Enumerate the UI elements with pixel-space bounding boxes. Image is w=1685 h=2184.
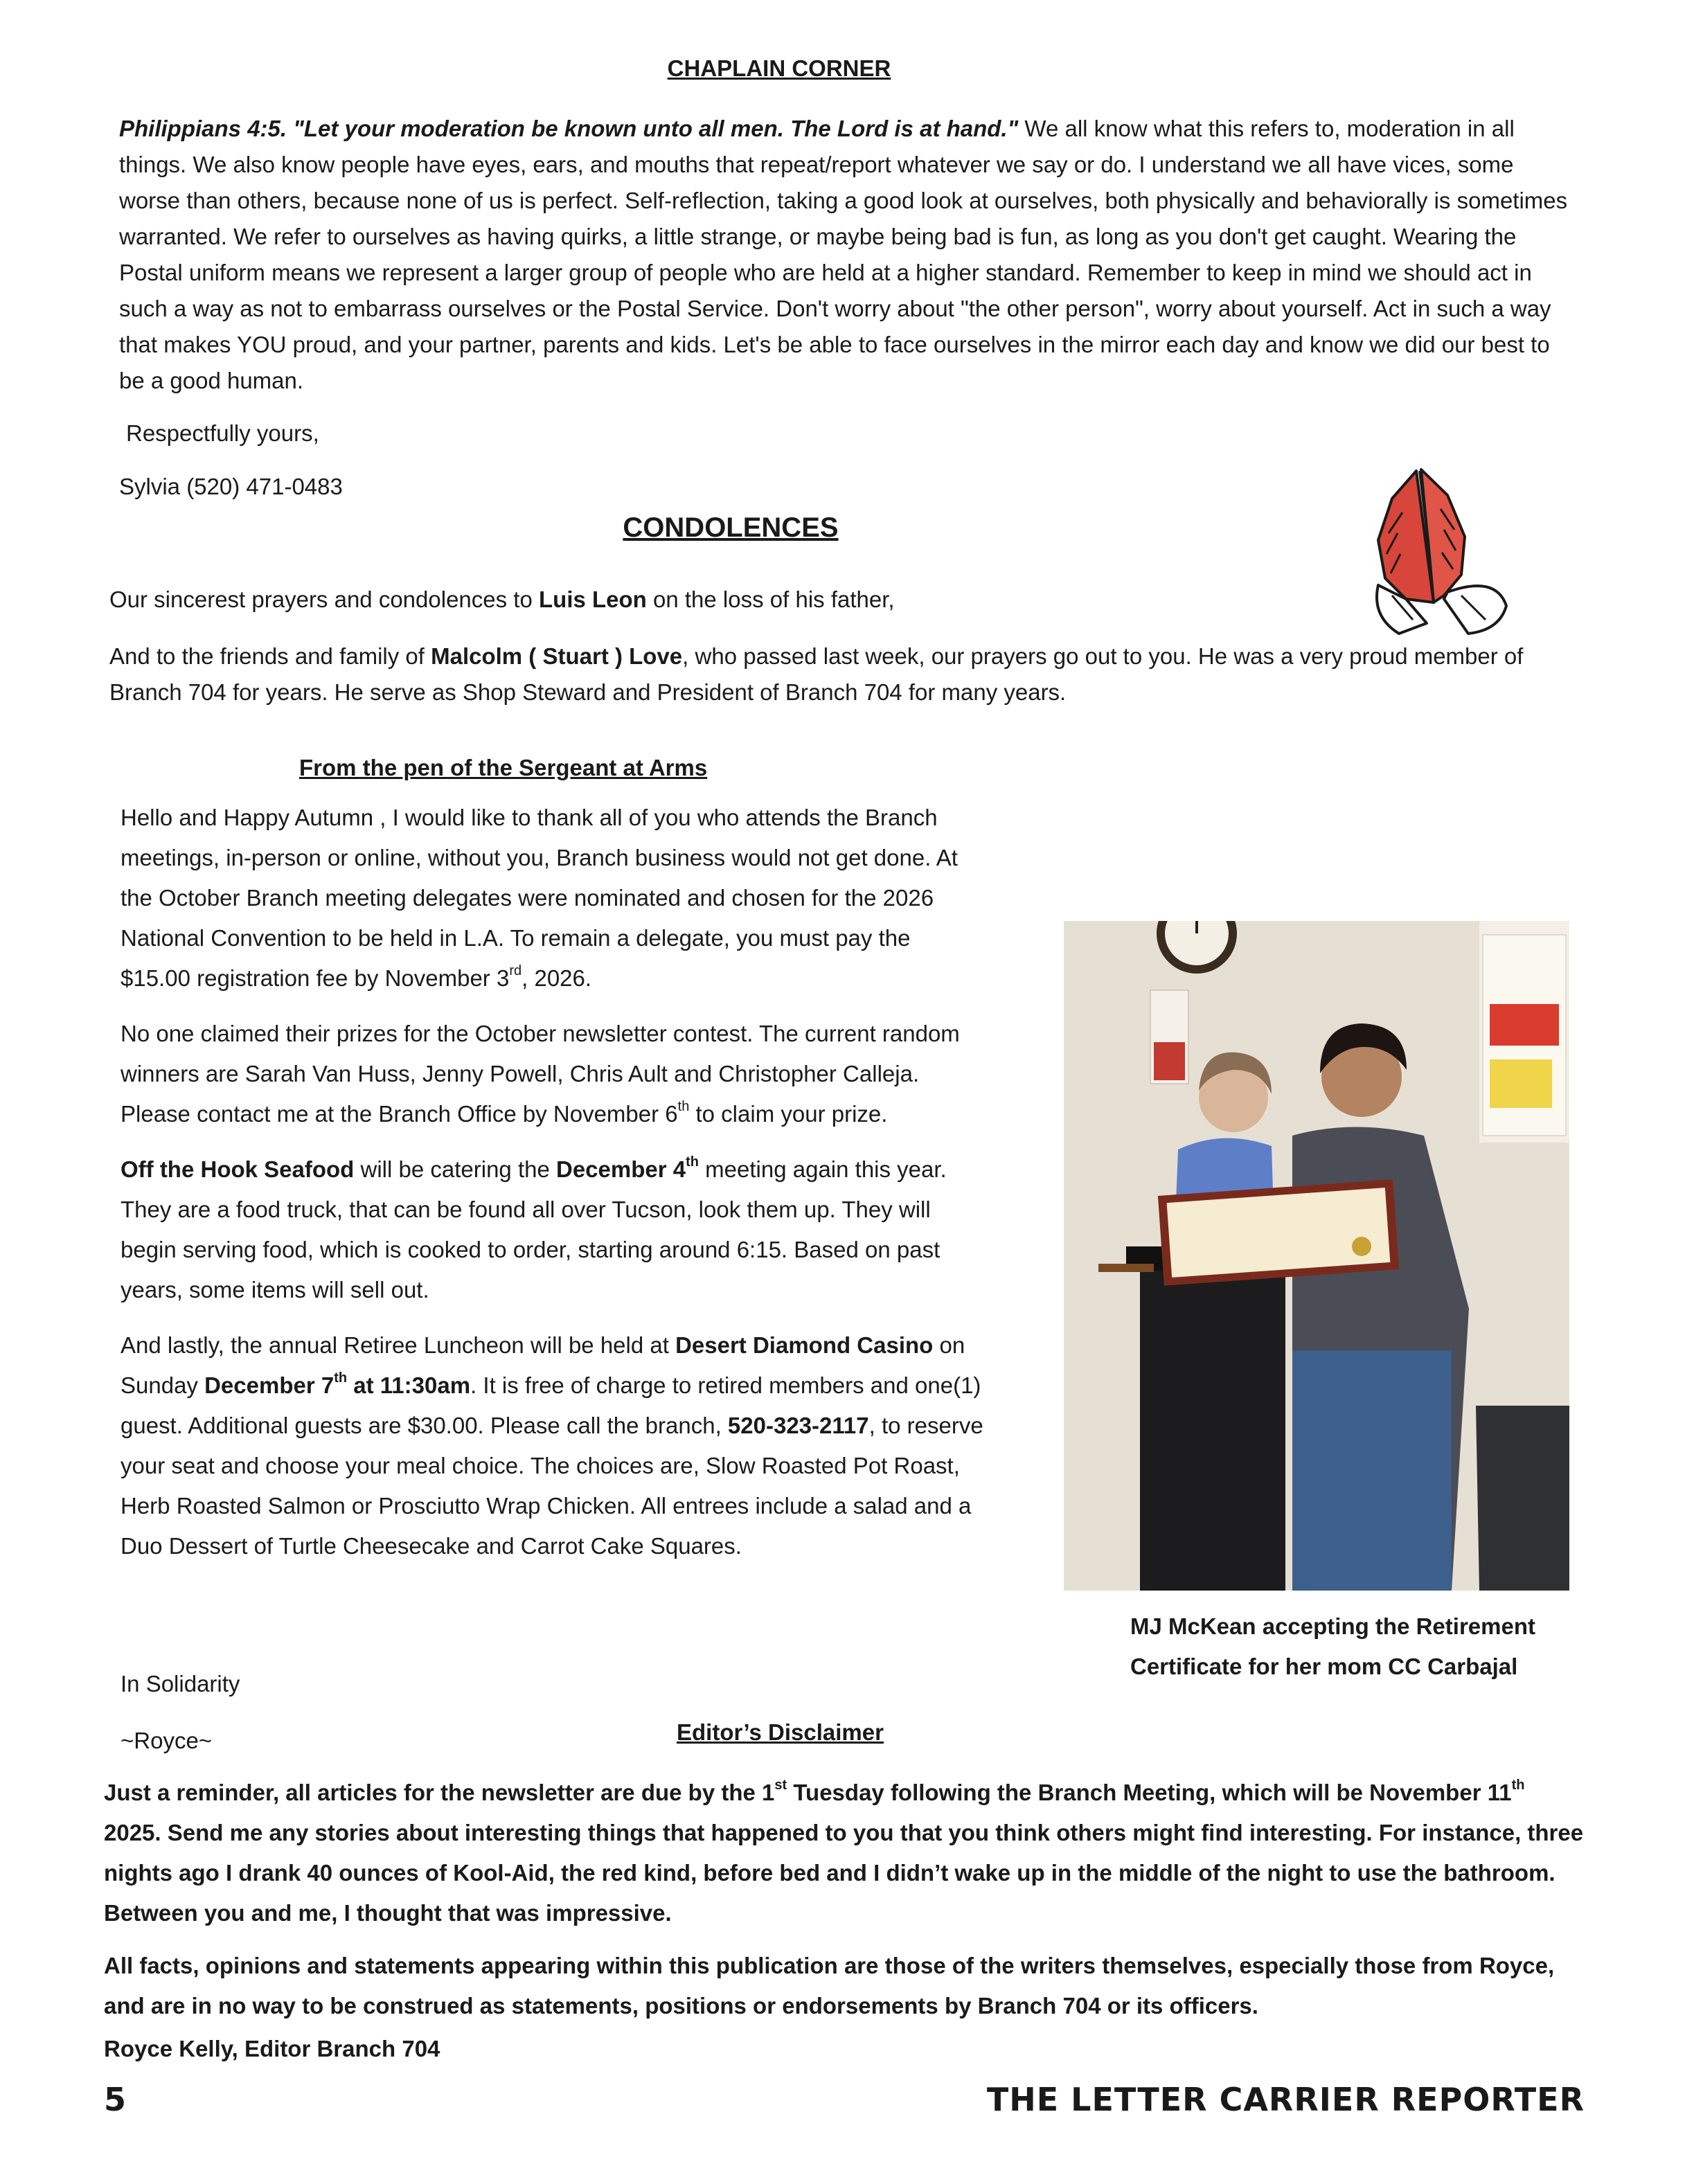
sergeant-paragraph-1: Hello and Happy Autumn , I would like to thank all of you who attends the Branch meetings, in-person or online, without you, Branch business would not get done. At the October Branch meeting delegates were nominated and chosen for the 2026 National Convention to be held in L.A. To remain a delegate, you must pay the $15.00 registration fee by November 3rd, 2026. [121,805,958,991]
condolence-name-malcolm: Malcolm ( Stuart ) Love [431,643,683,669]
sergeant-paragraph-2: No one claimed their prizes for the October newsletter contest. The current random winners are Sarah Van Huss, Jenny Powell, Chris Ault and Christopher Calleja. Please contact me at the Branch Office by November 6th to claim your prize. [121,1021,960,1127]
chaplain-closing: Respectfully yours, [126,420,319,446]
disclaimer-paragraph-1: Just a reminder, all articles for the newsletter are due by the 1st Tuesday following the Branch Meeting, which will be November 11th 2025. Send me any stories about interesting things that happened to you that you think others might find interesting. For instance, three nights ago I drank 40 ounces of Kool-Aid, the red kind, before bed and I didn’t wake up in the middle of the night to use the bathroom. Between you and me, I thought that was impressive. [104,1778,1584,1926]
chaplain-verse: Philippians 4:5. "Let your moderation be known unto all men. The Lord is at hand." [119,116,1019,141]
sergeant-signoff: ~Royce~ [121,1728,213,1753]
chaplain-body [119,111,1580,399]
page-number: 5 [104,2081,127,2118]
sergeant-heading: From the pen of the Sergeant at Arms [299,755,708,780]
sergeant-paragraph-4: And lastly, the annual Retiree Luncheon will be held at Desert Diamond Casino on Sunday December 7th at 11:30am. It is free of charge to retired members and one(1) guest. Additional guests are $30.00. Please call the branch, 520-323-2117, to reserve your seat and choose your meal choice. The choices are, Slow Roasted Pot Roast, Herb Roasted Salmon or Prosciutto Wrap Chicken. All entrees include a salad and a Duo Dessert of Turtle Cheesecake and Carrot Cake Squares. [121,1332,983,1559]
photo-caption: MJ McKean accepting the Retirement Certificate for her mom CC Carbajal [1130,1613,1535,1679]
condolence-name-luis: Luis Leon [539,587,647,612]
condolences-heading: CONDOLENCES [623,512,839,543]
disclaimer-body [104,1773,1586,2039]
chaplain-signature: Sylvia (520) 471-0483 [119,474,343,499]
retirement-photo [1064,921,1569,1591]
disclaimer-heading: Editor’s Disclaimer [677,1719,884,1745]
sergeant-article [121,798,986,1582]
chaplain-text: We all know what this refers to, moderation in all things. We also know people have eyes, ears, and mouths that repeat/report whatever we say or do. I understand we all have vices, some worse than others, because none of us is perfect. Self-reflection, taking a good look at ourselves, both physically and behaviorally is sometimes warranted. We refer to ourselves as having quirks, a little strange, or maybe being bad is fun, as long as you don't get caught. Wearing the Postal uniform means we represent a larger group of people who are held at a higher standard. Remember to keep in mind we should act in such a way as not to embarrass ourselves or the Postal Service. Don't worry about "the other person", worry about yourself. Act in such a way that makes YOU proud, and your partner, parents and kids. Let's be able to face ourselves in the mirror each day and know we did our best to be a good human. [119,116,1568,393]
editor-credit: Royce Kelly, Editor Branch 704 [104,2036,440,2061]
sergeant-paragraph-3: Off the Hook Seafood will be catering the December 4th meeting again this year. They are a food truck, that can be found all over Tucson, look them up. They will begin serving food, which is cooked to order, starting around 6:15. Based on past years, some items will sell out. [121,1154,947,1303]
chaplain-corner-heading: CHAPLAIN CORNER [667,55,891,81]
praying-hands-icon [1350,457,1517,644]
publication-title: THE LETTER CARRIER REPORTER [986,2081,1585,2118]
condolences-line-1: Our sincerest prayers and condolences to Luis Leon on the loss of his father, [109,587,895,612]
sergeant-closing: In Solidarity [121,1671,240,1697]
condolences-line-2: And to the friends and family of Malcolm ( Stuart ) Love, who passed last week, our prayers go out to you. He was a very proud member of Branch 704 for years. He serve as Shop Steward and President of Branch 704 for many years. [109,643,1524,705]
disclaimer-paragraph-2: All facts, opinions and statements appearing within this publication are those of the writers themselves, especially those from Royce, and are in no way to be construed as statements, positions or endorsements by Branch 704 or its officers. [104,1953,1555,2019]
